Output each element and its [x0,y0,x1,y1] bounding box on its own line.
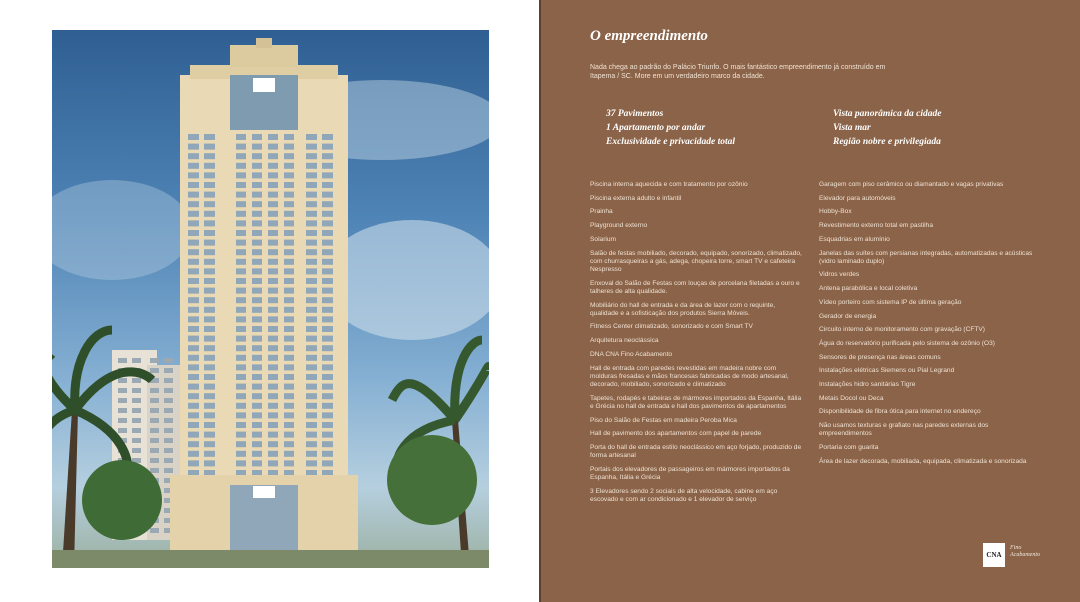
intro-text: Nada chega ao padrão do Palácio Triunfo. O mais fantástico empreendimento já construído em Itapema / SC. More em um verdadeiro marco da cidade. [590,64,886,80]
page-title: O empreendimento [590,28,708,44]
highlight-item: Exclusividade e privacidade total [606,137,736,147]
feature-item: Enxoval do Salão de Festas com louças de porcelana filetadas a ouro e talheres de alta qualidade. [590,279,800,295]
feature-item: Portais dos elevadores de passageiros em mármores importados da Espanha, Itália e Grécia [590,465,790,482]
highlight-item: Região nobre e privilegiada [833,137,941,147]
brand-tagline: Fino Acabamento [1010,545,1040,558]
feature-item: Sensores de presença nas áreas comuns [819,353,941,361]
features-right [819,181,1034,471]
feature-item: Piscina interna aquecida e com tratamento por ozônio [590,181,748,188]
feature-item: Esquadrias em alumínio [819,235,890,243]
feature-item: Área de lazer decorada, mobiliada, equipada, climatizada e sonorizada [819,457,1027,465]
building-photo [52,30,489,568]
features-left [590,181,805,510]
feature-item: Vidros verdes [819,271,860,279]
highlight-item: Vista panorâmica da cidade [833,109,942,119]
highlight-item: 37 Pavimentos [606,109,664,119]
feature-item: Piso do Salão de Festas em madeira Peroba Mica [590,416,737,424]
highlights-right [833,107,941,149]
feature-item: Fitness Center climatizado, sonorizado e com Smart TV [590,323,753,331]
feature-item: Playground externo [590,222,648,230]
feature-item: Garagem com piso cerâmico ou diamantado e vagas privativas [819,181,1004,188]
highlights-left [606,107,735,149]
feature-item: DNA CNA Fino Acabamento [590,350,673,358]
feature-item: Disponibilidade de fibra ótica para internet no endereço [819,408,981,416]
feature-item: Hall de pavimento dos apartamentos com papel de parede [590,430,762,438]
feature-item: Mobiliário do hall de entrada e da área de lazer com o requinte, qualidade e a sofisticação dos produtos Sierra Móveis. [590,301,776,317]
feature-item: Instalações elétricas Siemens ou Pial Legrand [819,367,955,375]
feature-item: Hobby-Box [819,208,852,216]
right-page [541,0,1080,602]
feature-item: Vídeo porteiro com sistema IP de última geração [819,298,962,306]
feature-item: Portaria com guarita [819,444,879,452]
feature-item: Porta do hall de entrada estilo neoclássico em aço forjado, produzido de forma artesanal [590,443,802,460]
feature-item: Elevador para automóveis [819,194,896,202]
highlight-item: 1 Apartamento por andar [606,123,706,133]
feature-item: Solarium [590,235,617,243]
feature-item: Arquitetura neoclássica [590,337,659,345]
highlight-item: Vista mar [833,123,871,133]
feature-item: Metais Docol ou Deca [819,394,884,402]
feature-item: Piscina externa adulto e infantil [590,194,682,202]
building-illustration [52,30,489,568]
feature-item: Prainha [590,208,613,216]
feature-item: Água do reservatório purificada pelo sistema de ozônio (O3) [819,339,995,347]
feature-item: Janelas das suítes com persianas integradas, automatizadas e acústicas (vidro laminado duplo) [819,249,1033,265]
cna-logo: CNA [983,543,1005,567]
feature-item: Antena parabólica e local coletiva [819,285,918,293]
feature-item: Não usamos texturas e grafiato nas paredes externas dos empreendimentos [819,422,989,438]
feature-item: Salão de festas mobiliado, decorado, equipado, sonorizado, climatizado, com churrasqueiras a gás, adega, chopeira torre, smart TV e cafeteira Nespresso [590,249,802,273]
feature-item: Hall de entrada com paredes revestidas em madeira nobre com molduras fresadas e mãos francesas fabricadas de modo artesanal, decorado, mobiliado, sonorizado e climatizado [590,364,789,388]
feature-item: Revestimento externo total em pastilha [819,222,933,230]
feature-item: Circuito interno de monitoramento com gravação (CFTV) [819,326,986,334]
feature-item: Gerador de energia [819,312,877,320]
feature-item: Tapetes, rodapés e tabeiras de mármores importados da Espanha, Itália e Grécia no hall de entrada e hall dos pavimentos de apartamentos [590,394,802,410]
feature-item: 3 Elevadores sendo 2 sociais de alta velocidade, cabine em aço escovado e com ar condicionado e 1 elevador de serviço [590,487,778,503]
feature-item: Instalações hidro sanitárias Tigre [819,381,916,389]
